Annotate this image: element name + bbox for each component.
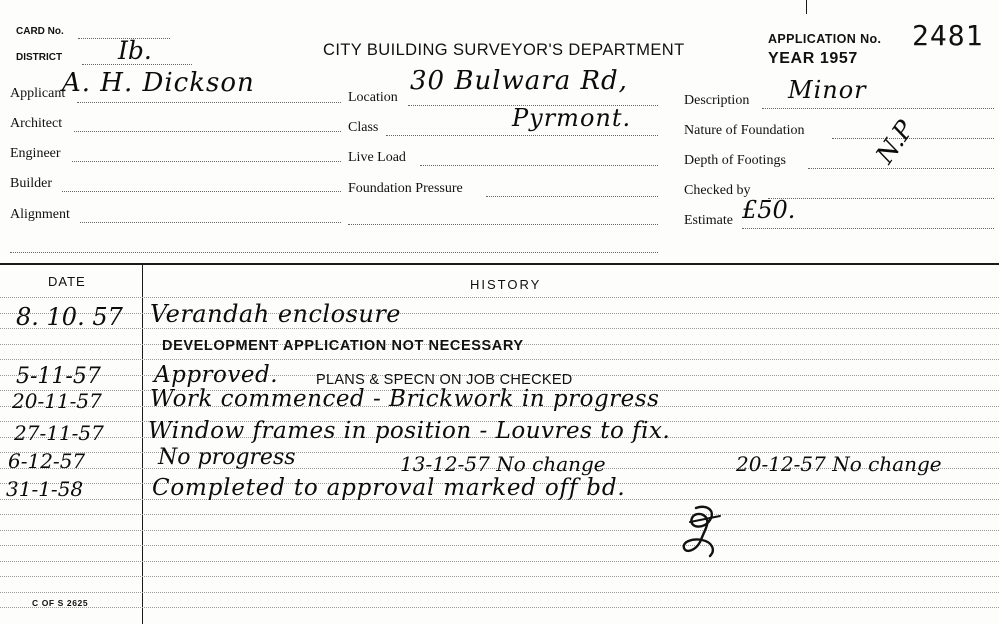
description-line bbox=[762, 108, 994, 109]
punch-mark bbox=[806, 0, 807, 14]
entry-text: Completed to approval marked off bd. bbox=[152, 475, 626, 501]
entry-date: 31-1-58 bbox=[6, 477, 84, 501]
year-label: YEAR 1957 bbox=[768, 50, 858, 67]
engineer-label: Engineer bbox=[10, 146, 61, 161]
entry-text: Approved. bbox=[154, 362, 279, 388]
depth-of-footings-label: Depth of Footings bbox=[684, 153, 786, 168]
entry-stamp: DEVELOPMENT APPLICATION NOT NECESSARY bbox=[162, 338, 524, 354]
ruled-line bbox=[0, 607, 999, 608]
class-label: Class bbox=[348, 120, 379, 135]
estimate-line bbox=[742, 228, 994, 229]
date-header: DATE bbox=[48, 274, 86, 289]
blank-line bbox=[10, 252, 658, 253]
entry-text: 20-12-57 No change bbox=[736, 452, 942, 476]
depth-of-footings-line bbox=[808, 168, 994, 169]
description-value: Minor bbox=[788, 76, 867, 104]
entry-text: No progress bbox=[158, 445, 296, 470]
signature-initials bbox=[676, 502, 728, 560]
applicant-label: Applicant bbox=[10, 86, 66, 101]
ruled-line bbox=[0, 545, 999, 546]
alignment-line bbox=[80, 222, 341, 223]
date-column-divider bbox=[142, 265, 143, 624]
middle-extra-line bbox=[348, 224, 658, 225]
entry-text: Work commenced - Brickwork in progress bbox=[150, 386, 660, 412]
table-top-border bbox=[0, 263, 999, 265]
ruled-line bbox=[0, 359, 999, 360]
foundation-pressure-line bbox=[486, 196, 658, 197]
entry-text: Verandah enclosure bbox=[150, 300, 402, 328]
location-label: Location bbox=[348, 90, 398, 105]
entry-text: Window frames in position - Louvres to fix. bbox=[148, 418, 671, 444]
location-value: 30 Bulwara Rd, bbox=[410, 66, 628, 96]
district-label: DISTRICT bbox=[16, 52, 63, 63]
entry-date: 6-12-57 bbox=[8, 449, 86, 473]
ruled-line bbox=[0, 530, 999, 531]
ruled-line bbox=[0, 297, 999, 298]
live-load-line bbox=[420, 165, 658, 166]
entry-date: 5-11-57 bbox=[16, 364, 101, 389]
class-value: Pyrmont. bbox=[512, 104, 632, 132]
checked-by-label: Checked by bbox=[684, 183, 751, 198]
architect-line bbox=[74, 131, 341, 132]
entry-text: 13-12-57 No change bbox=[400, 452, 606, 476]
checked-by-value: N.P bbox=[870, 115, 920, 169]
engineer-line bbox=[72, 161, 341, 162]
ruled-line bbox=[0, 592, 999, 593]
applicant-value: A. H. Dickson bbox=[62, 68, 255, 98]
department-title: CITY BUILDING SURVEYOR'S DEPARTMENT bbox=[323, 41, 685, 59]
class-line bbox=[386, 135, 658, 136]
district-value: Ib. bbox=[118, 36, 152, 65]
history-header: HISTORY bbox=[470, 277, 542, 292]
live-load-label: Live Load bbox=[348, 150, 406, 165]
ruled-line bbox=[0, 561, 999, 562]
entry-date: 20-11-57 bbox=[12, 389, 102, 413]
estimate-label: Estimate bbox=[684, 213, 733, 228]
ruled-line bbox=[0, 514, 999, 515]
entry-date: 8. 10. 57 bbox=[16, 303, 123, 331]
checked-by-line bbox=[768, 198, 994, 199]
ruled-line bbox=[0, 328, 999, 329]
builder-line bbox=[62, 191, 341, 192]
application-label: APPLICATION No. bbox=[768, 32, 882, 46]
builder-label: Builder bbox=[10, 176, 52, 191]
entry-stamp: PLANS & SPECN ON JOB CHECKED bbox=[316, 372, 573, 388]
description-label: Description bbox=[684, 93, 750, 108]
architect-label: Architect bbox=[10, 116, 63, 131]
applicant-line bbox=[77, 102, 341, 103]
estimate-value: £50. bbox=[742, 196, 796, 224]
ruled-line bbox=[0, 576, 999, 577]
card-no-label: CARD No. bbox=[16, 26, 64, 37]
entry-date: 27-11-57 bbox=[14, 421, 104, 445]
application-number: 2481 bbox=[912, 19, 984, 52]
foundation-pressure-label: Foundation Pressure bbox=[348, 181, 463, 196]
nature-of-foundation-label: Nature of Foundation bbox=[684, 123, 805, 138]
alignment-label: Alignment bbox=[10, 207, 70, 222]
form-code: C OF S 2625 bbox=[32, 598, 89, 608]
